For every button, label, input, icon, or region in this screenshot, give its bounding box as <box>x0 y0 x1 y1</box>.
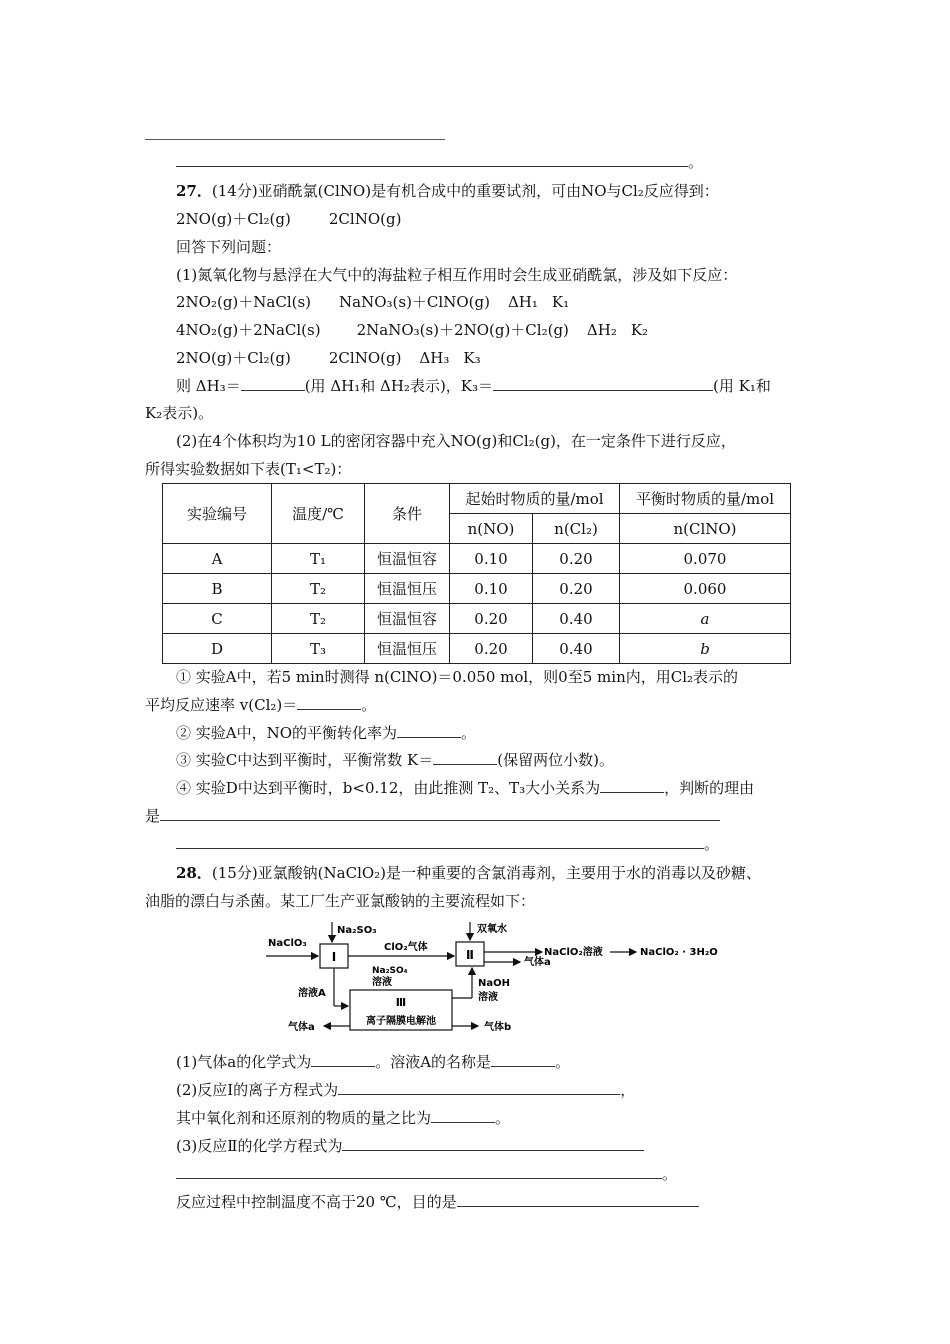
blank[interactable] <box>342 1136 644 1151</box>
label-h2o2: 双氧水 <box>477 924 507 935</box>
th-no: n(NO) <box>450 514 533 544</box>
blank[interactable] <box>431 1108 495 1123</box>
svg-text:溶液: 溶液 <box>478 992 498 1003</box>
q28-p3-b: 。 <box>176 1164 677 1184</box>
svg-text:Ⅱ: Ⅱ <box>466 948 474 962</box>
q28-p2-b: 其中氧化剂和还原剂的物质的量之比为 。 <box>176 1109 511 1127</box>
blank[interactable] <box>311 1052 375 1067</box>
blank[interactable] <box>176 1164 662 1179</box>
q27-s3: ③ 实验C中达到平衡时，平衡常数 K＝ (保留两位小数)。 <box>176 751 614 769</box>
table-row: C T₂ 恒温恒容 0.20 0.40 a <box>163 604 791 634</box>
label-gas-a-left: 气体a <box>288 1022 315 1033</box>
q27-main-eq: 2NO(g)＋Cl₂(g) 2ClNO(g) <box>176 210 402 228</box>
blank[interactable] <box>297 695 361 710</box>
question-number: 28 <box>176 864 197 882</box>
q28-p3: (3)反应Ⅱ的化学方程式为 <box>176 1136 644 1156</box>
blank[interactable] <box>338 1080 620 1095</box>
blank[interactable] <box>433 750 497 765</box>
reaction-1: 2NO₂(g)＋NaCl(s) NaNO₃(s)＋ClNO(g) ΔH₁ K₁ <box>176 293 570 311</box>
question-number: 27 <box>176 182 197 200</box>
q27-s1: ① 实验A中，若5 min时测得 n(ClNO)＝0.050 mol，则0至5 min内，用Cl₂表示的 <box>176 668 739 686</box>
blank[interactable] <box>600 778 664 793</box>
q27-s4-b: 是 <box>145 806 720 826</box>
label-gas-b: 气体b <box>484 1022 512 1033</box>
label-naclo3: NaClO₃ <box>268 938 307 949</box>
label-electrolysis: 离子隔膜电解池 <box>366 1016 436 1027</box>
answer-line-top: 。 <box>176 152 703 172</box>
label-product: NaClO₂ · 3H₂O <box>640 947 718 958</box>
q27-p2-b: 所得实验数据如下表(T₁<T₂)： <box>145 460 352 478</box>
q27-then-2: K₂表示)。 <box>145 404 214 422</box>
th-eq: 平衡时物质的量/mol <box>620 484 791 514</box>
q27-s2: ② 实验A中，NO的平衡转化率为 。 <box>176 724 477 742</box>
table-row: D T₃ 恒温恒压 0.20 0.40 b <box>163 634 791 664</box>
label-na2so3: Na₂SO₃ <box>337 925 377 936</box>
header-rule <box>145 139 445 140</box>
th-start: 起始时物质的量/mol <box>450 484 620 514</box>
blank[interactable] <box>241 376 305 391</box>
q27-p2: (2)在4个体积均为10 L的密闭容器中充入NO(g)和Cl₂(g)，在一定条件下进行反应， <box>176 432 736 450</box>
process-flow-diagram <box>262 918 732 1038</box>
q28-intro-b: 油脂的漂白与杀菌。某工厂生产亚氯酸钠的主要流程如下： <box>145 892 536 910</box>
q27-p1: (1)氮氧化物与悬浮在大气中的海盐粒子相互作用时会生成亚硝酰氯，涉及如下反应： <box>176 266 738 284</box>
table-row: B T₂ 恒温恒压 0.10 0.20 0.060 <box>163 574 791 604</box>
svg-text:Ⅲ: Ⅲ <box>395 996 407 1009</box>
label-sol-a: 溶液A <box>298 988 326 999</box>
blank[interactable] <box>493 376 713 391</box>
th-temp: 温度/℃ <box>272 484 365 544</box>
blank[interactable] <box>457 1192 699 1207</box>
blank[interactable] <box>176 152 688 167</box>
reaction-3: 2NO(g)＋Cl₂(g) 2ClNO(g) ΔH₃ K₃ <box>176 349 481 367</box>
th-cond: 条件 <box>365 484 450 544</box>
blank[interactable] <box>491 1052 555 1067</box>
table-row: A T₁ 恒温恒容 0.10 0.20 0.070 <box>163 544 791 574</box>
q28-p4: 反应过程中控制温度不高于20 ℃，目的是 <box>176 1192 699 1212</box>
blank[interactable] <box>176 834 704 849</box>
svg-text:Ⅰ: Ⅰ <box>331 950 337 964</box>
th-id: 实验编号 <box>163 484 272 544</box>
answer-prompt: 回答下列问题： <box>176 238 282 256</box>
blank[interactable] <box>397 723 461 738</box>
th-clno: n(ClNO) <box>620 514 791 544</box>
label-naoh: NaOH <box>478 978 510 989</box>
q28-p1: (1)气体a的化学式为 。溶液A的名称是 。 <box>176 1053 571 1071</box>
svg-text:溶液: 溶液 <box>372 977 392 988</box>
q27-s4: ④ 实验D中达到平衡时，b<0.12，由此推测 T₂、T₃大小关系为 ，判断的理由 <box>176 779 755 797</box>
q28-p2: (2)反应Ⅰ的离子方程式为 ， <box>176 1081 636 1099</box>
label-clo2: ClO₂气体 <box>384 942 428 953</box>
label-naclo2-sol: NaClO₂溶液 <box>544 947 603 958</box>
q28-intro: 28．(15分)亚氯酸钠(NaClO₂)是一种重要的含氯消毒剂，主要用于水的消毒以及砂糖、 <box>176 864 762 882</box>
label-gas-a-right: 气体a <box>524 957 551 968</box>
q27-s1-b: 平均反应速率 v(Cl₂)＝ 。 <box>145 696 377 714</box>
reaction-2: 4NO₂(g)＋2NaCl(s) 2NaNO₃(s)＋2NO(g)＋Cl₂(g) ΔH₂ K₂ <box>176 321 649 339</box>
q27-then: 则 ΔH₃＝ (用 ΔH₁和 ΔH₂表示)，K₃＝ (用 K₁和 <box>176 377 771 395</box>
q27-intro: 27．(14分)亚硝酰氯(ClNO)是有机合成中的重要试剂，可由NO与Cl₂反应得到： <box>176 182 719 200</box>
label-na2so4: Na₂SO₄ <box>372 966 408 976</box>
th-cl2: n(Cl₂) <box>533 514 620 544</box>
blank[interactable] <box>160 806 720 821</box>
experiment-table <box>162 483 791 664</box>
q27-s4-c: 。 <box>176 834 719 854</box>
